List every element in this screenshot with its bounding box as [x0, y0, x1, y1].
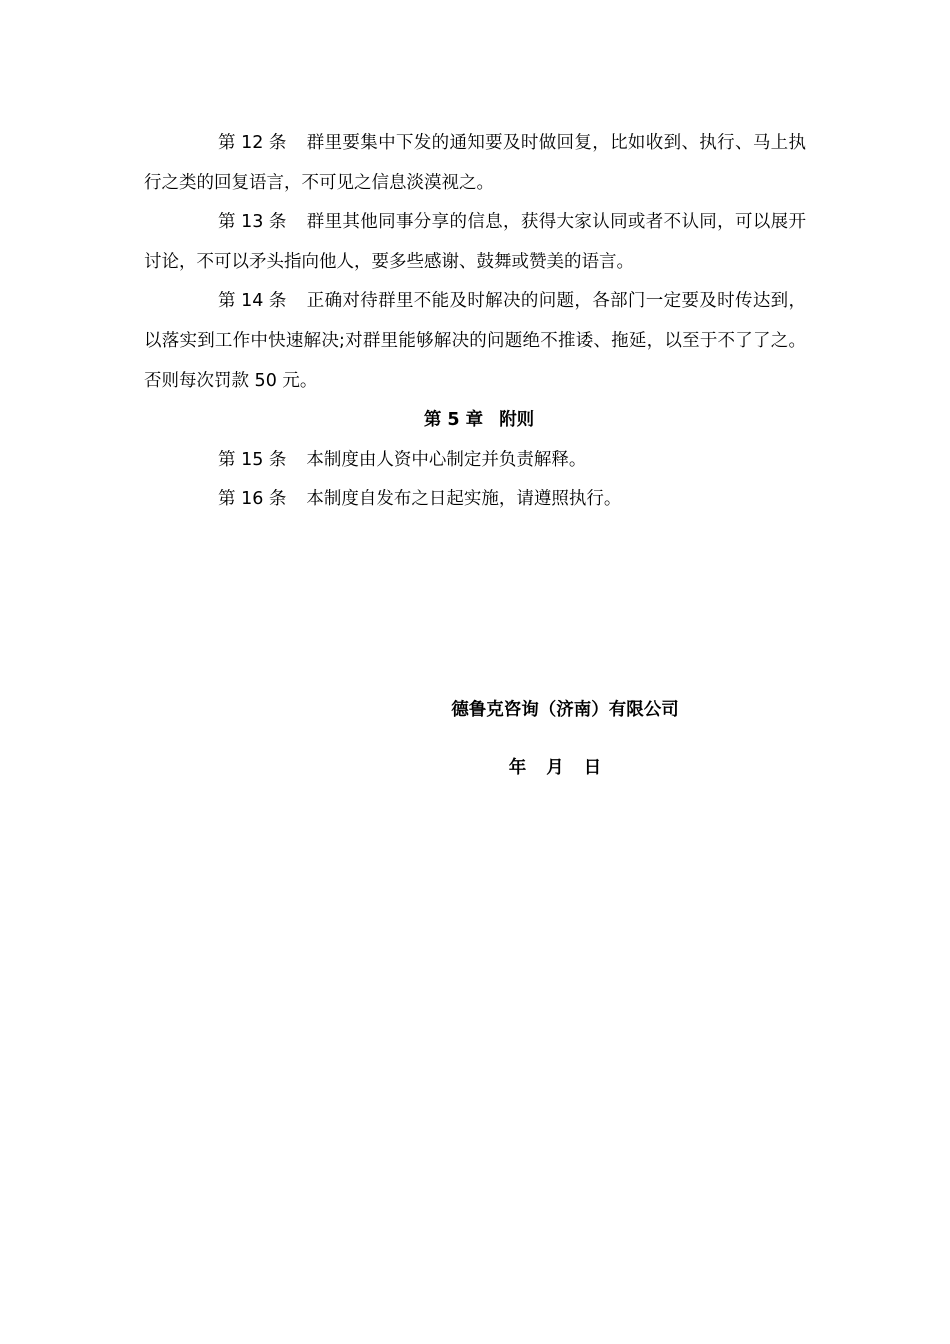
article-16	[144, 480, 806, 520]
article-14	[144, 282, 806, 401]
signature-date	[500, 751, 610, 785]
article-number: 第 14 条	[218, 291, 287, 312]
article-text: 群里其他同事分享的信息，获得大家认同或者不认同，可以展开讨论，不可以矛头指向他人，要多些感谢、鼓舞或赞美的语言。	[144, 212, 806, 272]
article-number: 第 16 条	[218, 489, 287, 510]
article-text: 群里要集中下发的通知要及时做回复，比如收到、执行、马上执行之类的回复语言，不可见之信息淡漠视之。	[144, 133, 806, 193]
chapter-title: 附则	[499, 410, 535, 431]
article-text: 本制度自发布之日起实施，请遵照执行。	[306, 489, 622, 510]
article-number: 第 13 条	[218, 212, 287, 233]
article-number: 第 12 条	[218, 133, 287, 153]
date-day: 日	[583, 758, 602, 778]
date-year: 年	[508, 758, 527, 778]
chapter-number: 第 5 章	[423, 410, 484, 431]
article-number: 第 15 条	[218, 449, 287, 470]
document-body	[144, 124, 806, 520]
company-signature: 德鲁克咨询（济南）有限公司	[451, 700, 679, 720]
article-text: 本制度由人资中心制定并负责解释。	[306, 449, 587, 470]
article-15	[144, 441, 806, 481]
article-text: 正确对待群里不能及时解决的问题，各部门一定要及时传达到，以落实到工作中快速解决;对群里能够解决的问题绝不推诿、拖延，以至于不了了之。否则每次罚款 50 元。	[144, 291, 806, 391]
date-month: 月	[546, 758, 564, 778]
article-13	[144, 203, 806, 282]
article-12	[144, 124, 806, 203]
chapter-heading	[144, 401, 806, 441]
